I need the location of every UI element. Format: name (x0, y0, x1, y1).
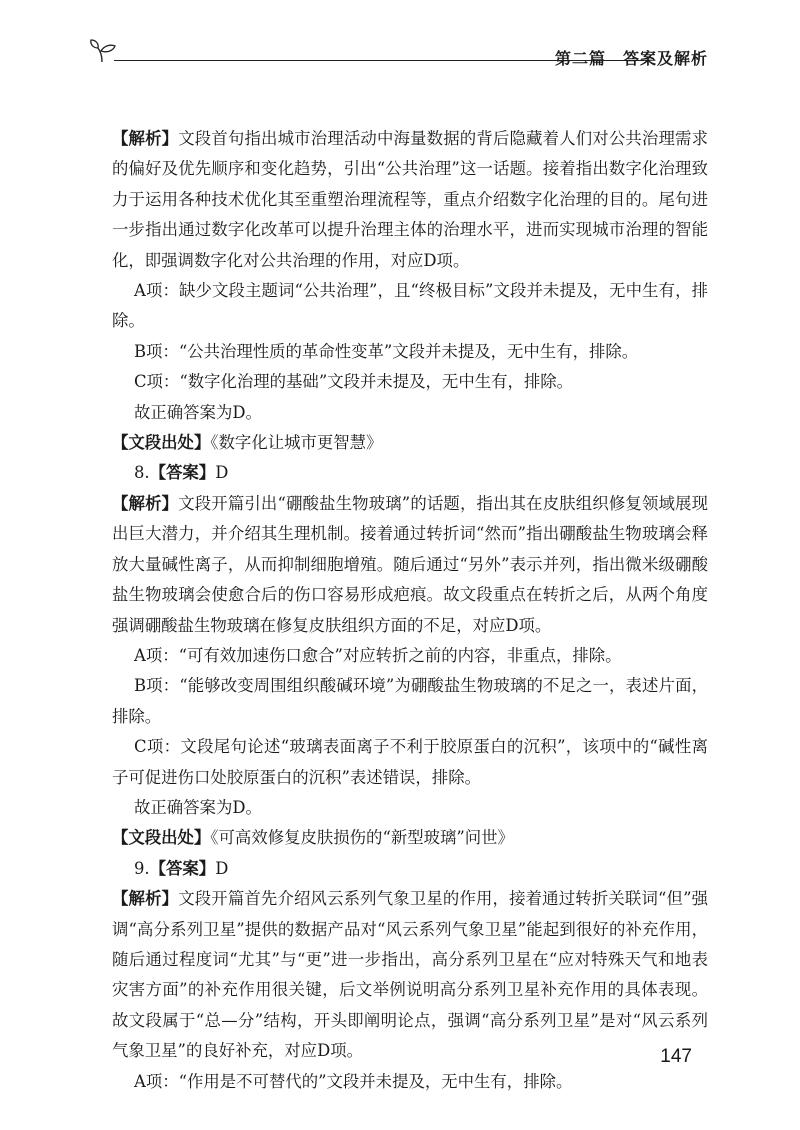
option-a: A项：“作用是不可替代的”文段并未提及，无中生有，排除。 (134, 1071, 573, 1091)
analysis-paragraph (112, 489, 708, 641)
option-a: A项：缺少文段主题词“公共治理”，且“终极目标”文段并未提及，无中生有，排除。 (112, 281, 708, 331)
option-b: B项：“公共治理性质的革命性变革”文段并未提及，无中生有，排除。 (134, 341, 639, 361)
option-c: C项：“数字化治理的基础”文段并未提及，无中生有，排除。 (134, 372, 574, 392)
analysis-text: 文段首句指出城市治理活动中海量数据的背后隐藏着人们对公共治理需求的偏好及优先顺序和变化趋势，引出“公共治理”这一话题。接着指出数字化治理致力于运用各种技术优化其至重塑治理流程等，重点介绍数字化治理的目的。尾句进一步指出通过数字化改革可以提升治理主体的治理水平，进而实现城市治理的智能化，即强调数字化对公共治理的作用，对应D项。 (112, 129, 709, 270)
option-c: C项：文段尾句论述“玻璃表面离子不利于胶原蛋白的沉积”，该项中的“碱性离子可促进伤口处胶原蛋白的沉积”表述错误，排除。 (112, 737, 708, 787)
source-text: 《数字化让城市更智慧》 (210, 433, 383, 453)
header-title: 第二篇 答案及解析 (554, 49, 708, 68)
correct-answer: 故正确答案为D。 (134, 797, 262, 817)
analysis-tag: 【解析】 (112, 493, 179, 513)
source-line (112, 428, 708, 458)
document-body (112, 124, 708, 1097)
option-b: B项：“能够改变周围组织酸碱环境”为硼酸盐生物玻璃的不足之一，表述片面，排除。 (112, 676, 708, 726)
answer-tag: 【答案】 (149, 463, 216, 483)
page-number: 147 (660, 1046, 692, 1067)
correct-answer: 故正确答案为D。 (134, 402, 262, 422)
analysis-paragraph (112, 884, 708, 1066)
answer-line-9 (112, 854, 708, 884)
analysis-tag: 【解析】 (112, 889, 179, 909)
answer-line-8 (112, 458, 708, 488)
question-number: 8. (134, 463, 150, 483)
source-line (112, 823, 708, 853)
source-tag: 【文段出处】 (112, 433, 211, 453)
analysis-paragraph (112, 124, 708, 276)
answer-tag: 【答案】 (149, 858, 216, 878)
analysis-tag: 【解析】 (112, 129, 179, 148)
answer-value: D (215, 858, 229, 878)
analysis-text: 文段开篇首先介绍风云系列气象卫星的作用，接着通过转折关联词“但”强调“高分系列卫星”提供的数据产品对“风云系列气象卫星”能起到很好的补充作用，随后通过程度词“尤其”与“更”进一步指出，高分系列卫星在“应对特殊天气和地表灾害方面”的补充作用很关键，后文举例说明高分系列卫星补充作用的具体表现。故文段属于“总—分”结构，开头即阐明论点，强调“高分系列卫星”是对“风云系列气象卫星”的良好补充，对应D项。 (112, 889, 708, 1061)
answer-value: D (215, 463, 229, 483)
analysis-text: 文段开篇引出“硼酸盐生物玻璃”的话题，指出其在皮肤组织修复领域展现出巨大潜力，并介绍其生理机制。接着通过转折词“然而”指出硼酸盐生物玻璃会释放大量碱性离子，从而抑制细胞增殖。随后通过“另外”表示并列，指出微米级硼酸盐生物玻璃会使愈合后的伤口容易形成疤痕。故文段重点在转折之后，从两个角度强调硼酸盐生物玻璃在修复皮肤组织方面的不足，对应D项。 (112, 493, 708, 635)
question-number: 9. (134, 858, 150, 878)
page-header (88, 36, 708, 70)
source-tag: 【文段出处】 (112, 828, 211, 848)
source-text: 《可高效修复皮肤损伤的“新型玻璃”问世》 (210, 828, 514, 848)
option-a: A项：“可有效加速伤口愈合”对应转折之前的内容，非重点，排除。 (134, 645, 622, 665)
